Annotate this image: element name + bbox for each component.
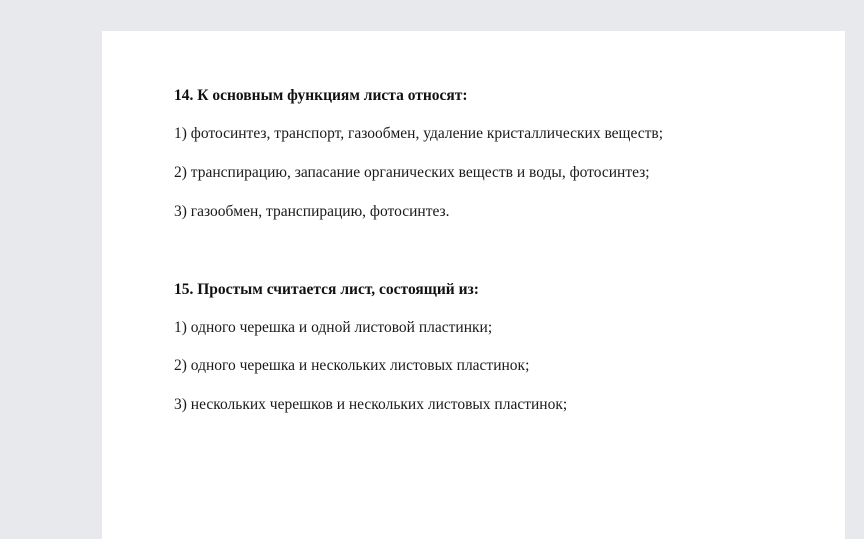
question-15-option-1: 1) одного черешка и одной листовой пластинки; (174, 319, 493, 336)
question-15-title: 15. Простым считается лист, состоящий из: (174, 281, 479, 298)
document-page (102, 31, 845, 539)
question-15-option-2: 2) одного черешка и нескольких листовых пластинок; (174, 357, 530, 374)
question-14-title: 14. К основным функциям листа относят: (174, 87, 468, 104)
question-14-option-2: 2) транспирацию, запасание органических веществ и воды, фотосинтез; (174, 164, 650, 181)
question-15-option-3: 3) нескольких черешков и нескольких листовых пластинок; (174, 396, 568, 413)
question-14-option-1: 1) фотосинтез, транспорт, газообмен, удаление кристаллических веществ; (174, 125, 664, 142)
question-14-option-3: 3) газообмен, транспирацию, фотосинтез. (174, 203, 450, 220)
